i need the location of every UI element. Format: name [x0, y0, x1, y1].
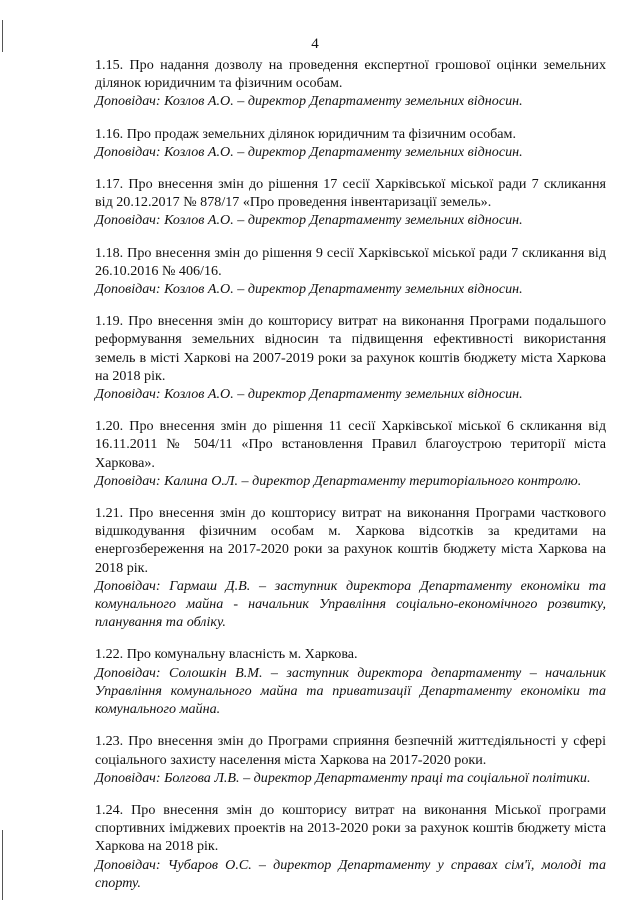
agenda-item-title: 1.19. Про внесення змін до кошторису витрат на виконання Програми подальшого реформування земельних відносин та підвищення ефективності використання земель в місті Харкові на 2007-2019 роки за рахунок коштів бюджету міста Харкова на 2018 рік. [95, 313, 606, 384]
agenda-item [95, 732, 606, 787]
scan-edge-mark-bottom [2, 830, 3, 900]
agenda-item-speaker: Доповідач: Калина О.Л. – директор Департаменту територіального контролю. [95, 472, 582, 489]
agenda-item [95, 312, 606, 403]
agenda-item-title: 1.15. Про надання дозволу на проведення експертної грошової оцінки земельних ділянок юридичним та фізичним особам. [95, 57, 606, 92]
agenda-item-speaker: Доповідач: Чубаров О.С. – директор Департаменту у справах сім'ї, молоді та спорту. [95, 856, 606, 891]
agenda-item-speaker: Доповідач: Солошкін В.М. – заступник директора департаменту – начальник Управління комунального майна та приватизації Департаменту економіки та комунального майна. [95, 664, 606, 718]
agenda-item-speaker: Доповідач: Гармаш Д.В. – заступник директора Департаменту економіки та комунального майна - начальник Управління соціально-економічного розвитку, планування та обліку. [95, 577, 606, 631]
agenda-item-speaker: Доповідач: Козлов А.О. – директор Департаменту земельних відносин. [95, 386, 523, 403]
agenda-item-title: 1.20. Про внесення змін до рішення 11 сесії Харківської міської 6 скликання від 16.11.2011 № 504/11 «Про встановлення Правил благоустрою території міста Харкова». [95, 418, 606, 471]
agenda-item-speaker: Доповідач: Козлов А.О. – директор Департаменту земельних відносин. [95, 212, 523, 229]
agenda-item-title: 1.23. Про внесення змін до Програми сприяння безпечній життєдіяльності у сфері соціального захисту населення міста Харкова на 2017-2020 роки. [95, 733, 606, 768]
agenda-item-title: 1.22. Про комунальну власність м. Харкова. [95, 646, 358, 663]
agenda-item [95, 56, 606, 111]
agenda-item [95, 645, 606, 718]
page-number: 4 [311, 36, 319, 52]
agenda-item [95, 417, 606, 490]
agenda-item-speaker: Доповідач: Козлов А.О. – директор Департаменту земельних відносин. [95, 143, 523, 160]
agenda-item [95, 244, 606, 299]
agenda-item-title: 1.18. Про внесення змін до рішення 9 сесії Харківської міської ради 7 скликання від 26.10.2016 № 406/16. [95, 244, 606, 279]
agenda-item [95, 125, 606, 161]
agenda-list [95, 56, 606, 906]
agenda-item-title: 1.17. Про внесення змін до рішення 17 сесії Харківської міської ради 7 скликання від 20.12.2017 № 878/17 «Про проведення інвентаризації земель». [95, 176, 606, 211]
agenda-item [95, 175, 606, 230]
agenda-item-speaker: Доповідач: Козлов А.О. – директор Департаменту земельних відносин. [95, 281, 523, 298]
agenda-item-title: 1.24. Про внесення змін до кошторису витрат на виконання Міської програми спортивних іміджевих проектів на 2013-2020 роки за рахунок коштів бюджету міста Харкова на 2018 рік. [95, 801, 606, 855]
agenda-item-speaker: Доповідач: Козлов А.О. – директор Департаменту земельних відносин. [95, 93, 523, 110]
agenda-item-speaker: Доповідач: Болгова Л.В. – директор Департаменту праці та соціальної політики. [95, 769, 591, 786]
agenda-item-title: 1.21. Про внесення змін до кошторису витрат на виконання Програми часткового відшкодування фізичним особам м. Харкова відсотків за кредитами на енергозбереження на 2017-2020 роки за рахунок коштів бюджету міста Харкова на 2018 рік. [95, 505, 606, 576]
agenda-item [95, 504, 606, 631]
agenda-item [95, 801, 606, 892]
agenda-item-title: 1.16. Про продаж земельних ділянок юридичним та фізичним особам. [95, 125, 516, 142]
